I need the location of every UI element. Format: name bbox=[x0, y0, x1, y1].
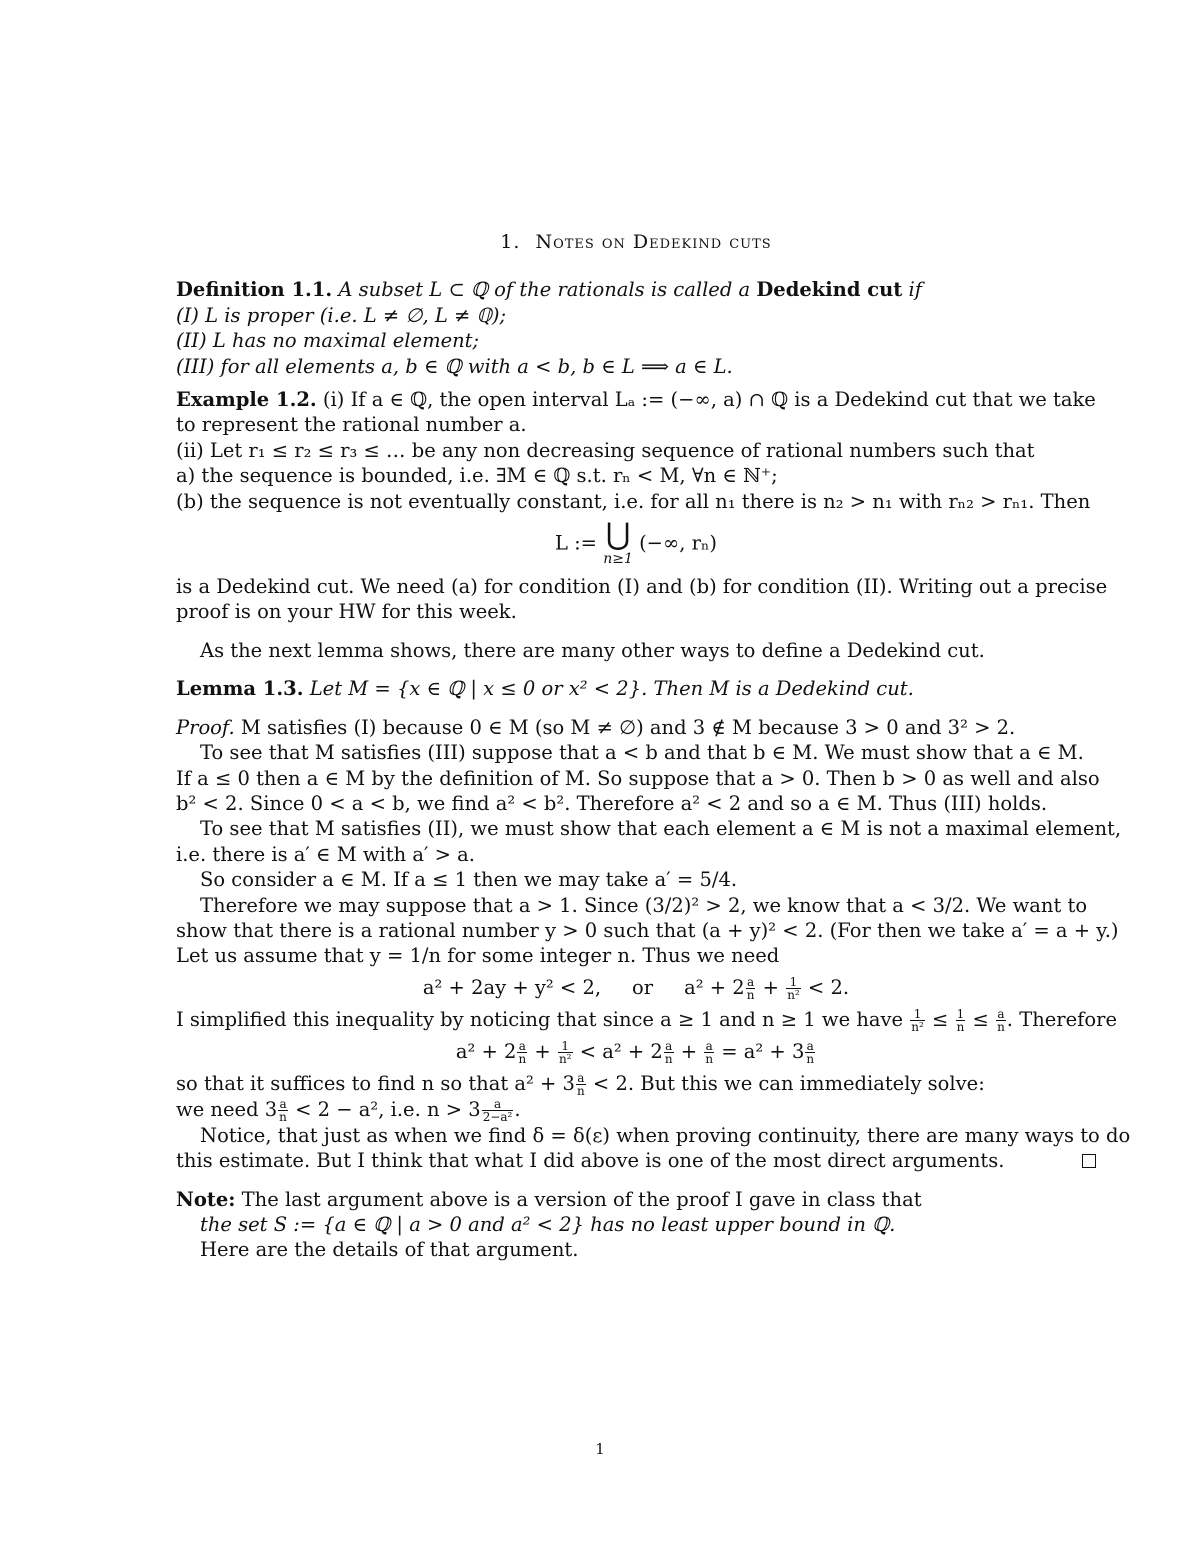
section-title bbox=[176, 230, 1096, 255]
proof-line: To see that M satisfies (II), we must show that each element a ∈ M is not a maximal element, bbox=[200, 817, 1122, 841]
example-line: a) the sequence is bounded, i.e. ∃M ∈ ℚ s.t. rₙ < M, ∀n ∈ ℕ⁺; bbox=[176, 464, 778, 488]
proof-line: Let us assume that y = 1/n for some integer n. Thus we need bbox=[176, 944, 780, 968]
proof-line: I simplified this inequality by noticing that since a ≥ 1 and n ≥ 1 we have $\frac{1}{\text{n²}}$ ≤ $\frac{1}{n}$ ≤ $\frac{a}{n}$ . Therefore bbox=[176, 1006, 1117, 1034]
union-symbol: ⋃ bbox=[605, 517, 631, 553]
inequality-right: a² + 2 bbox=[684, 975, 745, 999]
fraction: $\frac{a}{n}$ bbox=[806, 1038, 815, 1066]
proof-line: Notice, that just as when we find δ = δ(ε) when proving continuity, there are many ways to do bbox=[200, 1123, 1131, 1147]
example-block bbox=[176, 387, 1108, 625]
note-label: Note: bbox=[176, 1187, 236, 1211]
proof-line: If a ≤ 0 then a ∈ M by the definition of M. So suppose that a > 0. Then b > 0 as well and also bbox=[176, 766, 1100, 790]
fraction: $\frac{a}{\text{2−a²}}$ bbox=[482, 1096, 513, 1124]
lemma-label: Lemma 1.3. bbox=[176, 677, 304, 701]
definition-label: Definition 1.1. bbox=[176, 278, 333, 302]
inequality-left: a² + 2ay + y² < 2, bbox=[422, 975, 602, 999]
big-union bbox=[603, 517, 633, 568]
example-display-equation bbox=[176, 517, 1096, 568]
page-content bbox=[176, 230, 1131, 1263]
union-subscript: n≥1 bbox=[603, 551, 633, 568]
proof-line: To see that M satisfies (III) suppose that a < b and that b ∈ M. We must show that a ∈ M. bbox=[200, 741, 1084, 765]
fraction: $\frac{1}{n}$ bbox=[956, 1006, 965, 1034]
note-block bbox=[176, 1187, 1096, 1263]
definition-item: (II) L has no maximal element; bbox=[176, 329, 480, 353]
fraction: $\frac{a}{n}$ bbox=[705, 1038, 714, 1066]
proof-line: so that it suffices to find n so that a² + 3 $\frac{a}{n}$ < 2. But this we can immediately solve: bbox=[176, 1070, 985, 1098]
definition-block bbox=[176, 277, 1096, 379]
fraction: $\frac{a}{n}$ bbox=[279, 1096, 287, 1124]
display-lhs: L := bbox=[554, 531, 598, 555]
fraction: $\frac{1}{\text{n²}}$ bbox=[787, 974, 800, 1002]
definition-item: (III) for all elements a, b ∈ ℚ with a < b, b ∈ L ⟹ a ∈ L. bbox=[176, 354, 733, 378]
proof-line: Therefore we may suppose that a > 1. Since (3/2)² > 2, we know that a < 3/2. We want to bbox=[200, 893, 1088, 917]
qed-square-icon bbox=[1082, 1154, 1096, 1168]
example-line: (ii) Let r₁ ≤ r₂ ≤ r₃ ≤ … be any non decreasing sequence of rational numbers such that bbox=[176, 438, 1035, 462]
proof-line: we need 3 $\frac{a}{n}$ < 2 − a², i.e. n > 3 $\frac{a}{\text{2−a²}}$ . bbox=[176, 1096, 521, 1124]
page-number: 1 bbox=[595, 1440, 605, 1458]
proof-line: So consider a ∈ M. If a ≤ 1 then we may take a′ = 5/4. bbox=[200, 868, 738, 892]
inequality-or: or bbox=[632, 975, 654, 999]
note-line: Here are the details of that argument. bbox=[200, 1238, 579, 1262]
example-line: to represent the rational number a. bbox=[176, 413, 527, 437]
section-number: 1. bbox=[500, 231, 521, 253]
proof-line: b² < 2. Since 0 < a < b, we find a² < b². Therefore a² < 2 and so a ∈ M. Thus (III) holds. bbox=[176, 791, 1048, 815]
example-line: (b) the sequence is not eventually constant, i.e. for all n₁ there is n₂ > n₁ with rₙ₂ > rₙ₁. Then bbox=[176, 489, 1091, 513]
example-after-line: proof is on your HW for this week. bbox=[176, 600, 517, 624]
note-line: The last argument above is a version of the proof I gave in class that bbox=[241, 1187, 922, 1211]
inequality-display: a² + 2ay + y² < 2, or a² + 2 $\frac{a}{n}$ + $\frac{1}{\text{n²}}$ < 2. bbox=[422, 974, 850, 1002]
definition-intro: A subset L ⊂ ℚ of the rationals is called a bbox=[338, 278, 751, 302]
section-title-text: Notes on Dedekind cuts bbox=[535, 231, 772, 253]
definition-intro-end: if bbox=[908, 278, 922, 302]
lemma-block bbox=[176, 676, 1096, 701]
proof-paragraph: M satisfies (I) because 0 ∈ M (so M ≠ ∅) and 3 ∉ M because 3 > 0 and 3² > 2. bbox=[240, 715, 1016, 739]
fraction: $\frac{a}{n}$ bbox=[997, 1006, 1005, 1034]
definition-term: Dedekind cut bbox=[756, 278, 903, 302]
note-line: the set S := {a ∈ ℚ | a > 0 and a² < 2} has no least upper bound in ℚ. bbox=[200, 1212, 896, 1236]
proof-line: show that there is a rational number y > 0 such that (a + y)² < 2. (For then we take a′ = a + y.) bbox=[176, 918, 1119, 942]
example-label: Example 1.2. bbox=[176, 388, 317, 412]
fraction: $\frac{a}{n}$ bbox=[576, 1070, 585, 1098]
fraction: $\frac{1}{\text{n²}}$ bbox=[558, 1038, 572, 1066]
proof-block bbox=[176, 715, 1131, 1174]
proof-label: Proof. bbox=[176, 715, 235, 739]
example-after-line: is a Dedekind cut. We need (a) for condition (I) and (b) for condition (II). Writing out a precise bbox=[176, 575, 1108, 599]
fraction: $\frac{a}{n}$ bbox=[746, 974, 755, 1002]
example-line: (i) If a ∈ ℚ, the open interval Lₐ := (−∞, a) ∩ ℚ is a Dedekind cut that we take bbox=[322, 388, 1096, 412]
proof-line-last: this estimate. But I think that what I did above is one of the most direct arguments. bbox=[176, 1148, 1096, 1173]
fraction: $\frac{a}{n}$ bbox=[664, 1038, 673, 1066]
proof-line: i.e. there is a′ ∈ M with a′ > a. bbox=[176, 842, 475, 866]
fraction: $\frac{a}{n}$ bbox=[518, 1038, 527, 1066]
definition-item: (I) L is proper (i.e. L ≠ ∅, L ≠ ℚ); bbox=[176, 303, 507, 327]
fraction: $\frac{1}{\text{n²}}$ bbox=[911, 1006, 924, 1034]
estimate-display: a² + 2 $\frac{a}{n}$ + $\frac{1}{\text{n²}}$ < a² + 2 $\frac{a}{n}$ + $\frac{a}{n}$ = a² + 3 $\frac{a}{n}$ bbox=[455, 1038, 815, 1066]
lemma-statement: Let M = {x ∈ ℚ | x ≤ 0 or x² < 2}. Then M is a Dedekind cut. bbox=[309, 677, 914, 701]
transition-paragraph: As the next lemma shows, there are many other ways to define a Dedekind cut. bbox=[200, 638, 985, 662]
display-rhs: (−∞, rₙ) bbox=[639, 531, 718, 555]
